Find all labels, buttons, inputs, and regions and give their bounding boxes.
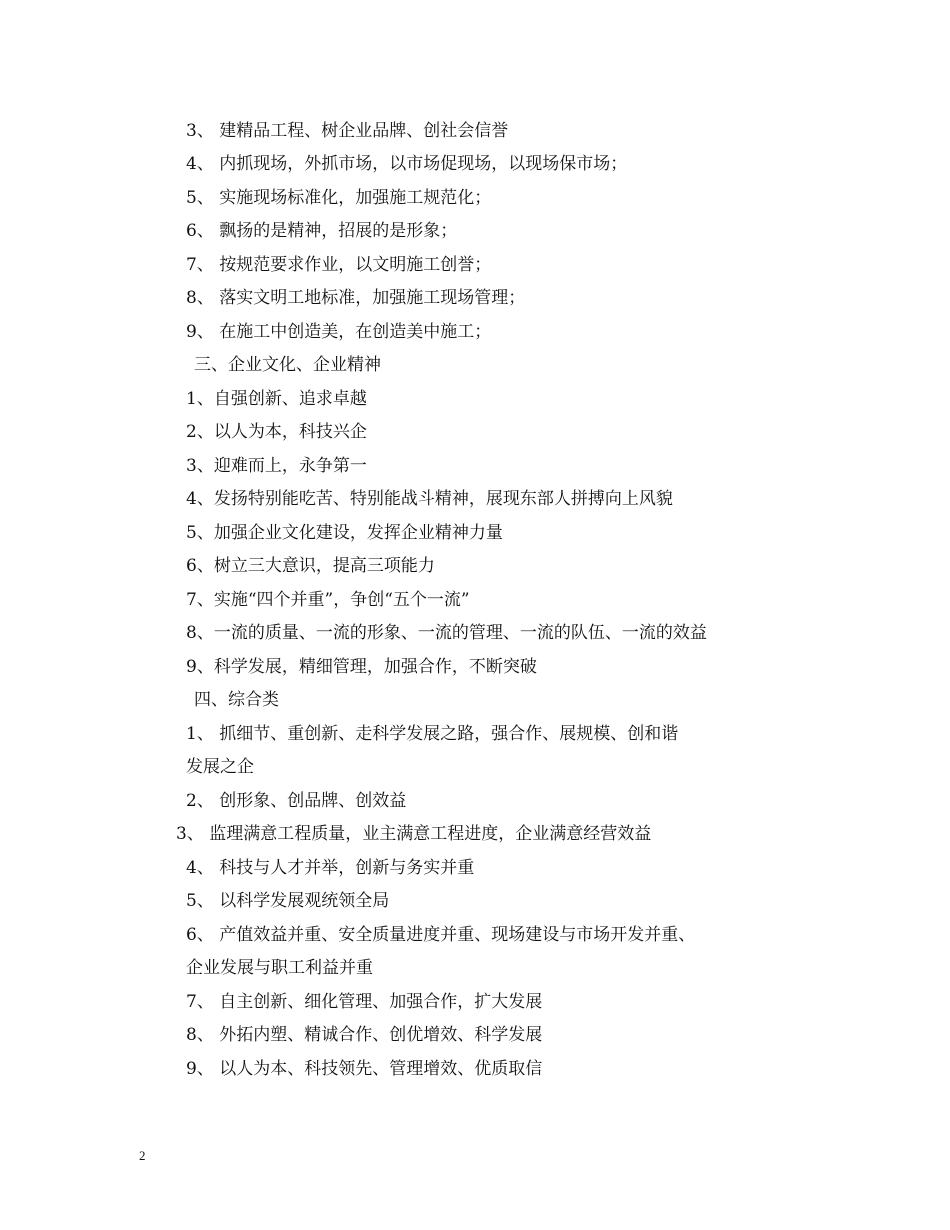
section-heading: 四、综合类	[194, 690, 279, 710]
text-line: 5、加强企业文化建设，发挥企业精神力量	[186, 523, 503, 543]
text-line: 9、 在施工中创造美，在创造美中施工；	[186, 322, 492, 342]
text-line: 5、 实施现场标准化，加强施工规范化；	[186, 188, 492, 208]
text-line: 4、 内抓现场，外抓市场，以市场促现场，以现场保市场；	[186, 154, 628, 174]
text-line: 7、 按规范要求作业，以文明施工创誉；	[186, 255, 492, 275]
text-line: 8、 外拓内塑、精诚合作、创优增效、科学发展	[186, 1025, 543, 1045]
text-line: 7、 自主创新、细化管理、加强合作，扩大发展	[186, 992, 543, 1012]
text-line: 2、以人为本，科技兴企	[186, 422, 367, 442]
page-number: 2	[139, 1148, 146, 1163]
text-line: 3、 监理满意工程质量，业主满意工程进度，企业满意经营效益	[176, 824, 652, 844]
text-line: 1、自强创新、追求卓越	[186, 389, 367, 409]
text-line: 4、 科技与人才并举，创新与务实并重	[186, 858, 475, 878]
text-line: 7、实施“四个并重”，争创“五个一流”	[186, 590, 470, 610]
text-line: 3、 建精品工程、树企业品牌、创社会信誉	[186, 121, 509, 141]
text-line: 6、 飘扬的是精神，招展的是形象；	[186, 221, 458, 241]
text-line: 9、科学发展，精细管理，加强合作，不断突破	[186, 657, 537, 677]
text-line: 4、发扬特别能吃苦、特别能战斗精神，展现东部人拼搏向上风貌	[186, 489, 673, 509]
text-line: 6、树立三大意识，提高三项能力	[186, 556, 435, 576]
text-line: 5、 以科学发展观统领全局	[186, 891, 390, 911]
text-line: 2、 创形象、创品牌、创效益	[186, 791, 407, 811]
text-line: 8、 落实文明工地标准，加强施工现场管理；	[186, 288, 526, 308]
text-line: 发展之企	[186, 757, 254, 777]
text-line: 1、 抓细节、重创新、走科学发展之路，强合作、展规模、创和谐	[186, 724, 679, 744]
text-line: 8、一流的质量、一流的形象、一流的管理、一流的队伍、一流的效益	[186, 623, 707, 643]
text-line: 6、 产值效益并重、安全质量进度并重、现场建设与市场开发并重、	[186, 925, 696, 945]
text-line: 9、 以人为本、科技领先、管理增效、优质取信	[186, 1059, 543, 1079]
text-line: 企业发展与职工利益并重	[186, 958, 373, 978]
text-line: 3、迎难而上，永争第一	[186, 456, 367, 476]
section-heading: 三、企业文化、企业精神	[194, 355, 381, 375]
